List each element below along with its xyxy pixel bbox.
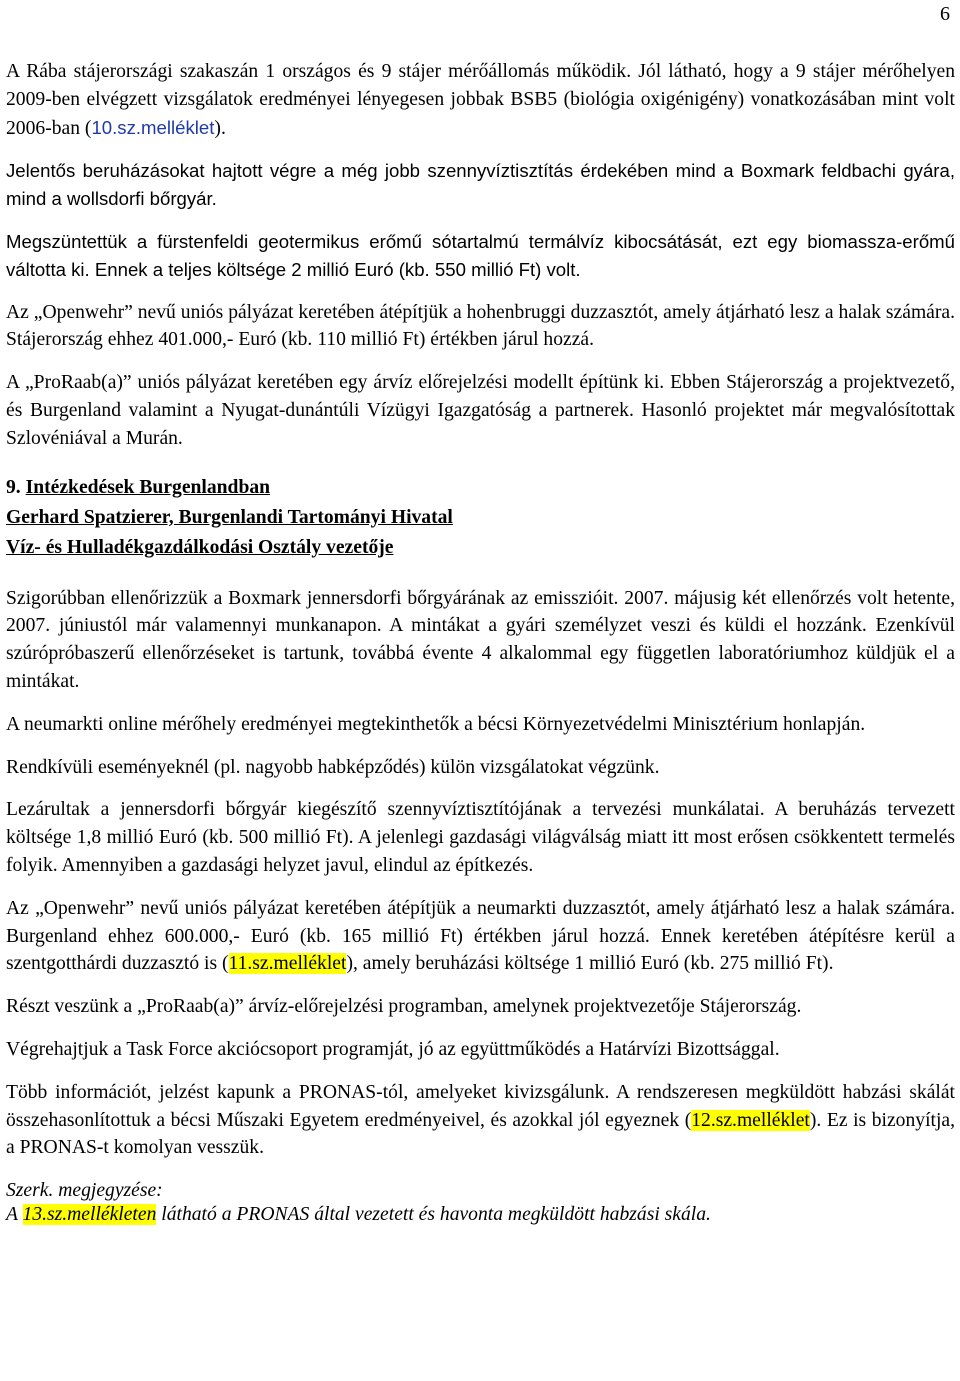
paragraph-investments: Jelentős beruházásokat hajtott végre a még jobb szennyvíztisztítás érdekében mind a Boxmark feldbachi gyára, mind a wollsdorfi bőrgyár.	[6, 160, 955, 210]
paragraph-boxmark-emissions: Szigorúbban ellenőrizzük a Boxmark jennersdorfi bőrgyárának az emisszióit. 2007. májusig két ellenőrzés volt hetente, 2007. júniustól már valamennyi munkanapon. A mintákat a gyári személyzet veszi és küldi el hozzánk. Ezenkívül szúrópróbaszerű ellenőrzéseket is tartunk, továbbá évente 4 alkalommal egy független laboratóriumhoz küldjük el a mintákat.	[6, 587, 955, 692]
paragraph-text: A Rába stájerországi szakaszán 1 országos és 9 stájer mérőállomás működik. Jól látható, hogy a 9 stájer mérőhelyen 2009-ben elvégzett vizsgálatok eredményei lényegesen jobbak BSB5 (biológia oxigénigény) vonatkozásában mint volt 2006-ban (	[6, 61, 955, 139]
paragraph-raba-stations	[6, 58, 955, 142]
paragraph-fuerstenfeld: Megszüntettük a fürstenfeldi geotermikus erőmű sótartalmú termálvíz kibocsátását, ezt egy biomassza-erőmű váltotta ki. Ennek a teljes költsége 2 millió Euró (kb. 550 millió Ft) volt.	[6, 230, 955, 280]
paragraph-openwehr-hohenbrugg: Az „Openwehr” nevű uniós pályázat keretében átépítjük a hohenbruggi duzzasztót, amely átjárható lesz a halak számára. Stájerország ehhez 401.000,- Euró (kb. 110 millió Ft) értékben járul hozzá.	[6, 301, 955, 351]
section-department: Víz- és Hulladékgazdálkodási Osztály vezetője	[6, 536, 394, 558]
section-heading	[6, 473, 955, 563]
paragraph-text: ), amely beruházási költsége 1 millió Euró (kb. 275 millió Ft).	[346, 953, 834, 975]
section-author: Gerhard Spatzierer, Burgenlandi Tartományi Hivatal	[6, 506, 453, 528]
page-number: 6	[940, 3, 950, 25]
paragraph-task-force: Végrehajtjuk a Task Force akciócsoport programját, jó az együttműködés a Határvízi Bizottsággal.	[6, 1038, 780, 1060]
paragraph-neumarkt-online: A neumarkti online mérőhely eredményei megtekinthetők a bécsi Környezetvédelmi Minisztérium honlapján.	[6, 713, 866, 735]
paragraph-proraab: A „ProRaab(a)” uniós pályázat keretében egy árvíz előrejelzési modellt építünk ki. Ebben Stájerország a projektvezető, és Burgenland valamint a Nyugat-dunántúli Vízügyi Igazgatóság a partnerek. Hasonló projektet már megvalósítottak Szlovéniával a Murán.	[6, 372, 955, 449]
paragraph-openwehr-neumarkt	[6, 895, 955, 978]
annex-10-link[interactable]: 10.sz.melléklet	[91, 116, 215, 138]
section-number: 9.	[6, 476, 21, 498]
note-suffix: látható a PRONAS által vezetett és havonta megküldött habzási skála.	[156, 1204, 711, 1226]
editor-note-text	[6, 1202, 955, 1228]
document-body	[6, 58, 955, 1228]
paragraph-extraordinary-events: Rendkívüli eseményeknél (pl. nagyobb habképződés) külön vizsgálatokat végzünk.	[6, 756, 660, 778]
paragraph-pronas	[6, 1079, 955, 1162]
paragraph-proraab-participation: Részt veszünk a „ProRaab(a)” árvíz-előrejelzési programban, amelynek projektvezetője Stájerország.	[6, 996, 802, 1018]
paragraph-jennersdorf-treatment: Lezárultak a jennersdorfi bőrgyár kiegészítő szennyvíztisztítójának a tervezési munkálatai. A beruházás tervezett költsége 1,8 millió Euró (kb. 500 millió Ft). A jelenlegi gazdasági világválság miatt itt most erősen csökkentett termelés folyik. Amennyiben a gazdasági helyzet javul, elindul az építkezés.	[6, 799, 955, 876]
annex-13-link[interactable]: 13.sz.mellékleten	[22, 1204, 157, 1226]
annex-11-link[interactable]: 11.sz.melléklet	[228, 953, 347, 975]
note-prefix: A	[6, 1204, 23, 1226]
paragraph-text: ).	[214, 117, 226, 139]
annex-12-link[interactable]: 12.sz.melléklet	[691, 1109, 810, 1131]
paragraph-text: Az „Openwehr” nevű uniós pályázat keretében átépítjük a neumarkti duzzasztót, amely átjárható lesz a halak számára. Burgenland ehhez 600.000,- Euró (kb. 165 millió Ft) értékben járul hozzá. Ennek keretében átépítésre kerül a szentgotthárdi duzzasztó is (	[6, 897, 955, 975]
paragraph-text: Több információt, jelzést kapunk a PRONAS-tól, amelyeket kivizsgálunk. A rendszeresen megküldött habzási skálát összehasonlítottuk a bécsi Műszaki Egyetem eredményeivel, és azokkal jól egyeznek (	[6, 1081, 955, 1131]
section-title: Intézkedések Burgenlandban	[25, 476, 271, 498]
paragraph-text: ). Ez is bizonyítja, a PRONAS-t komolyan vesszük.	[6, 1109, 955, 1159]
editor-note-label: Szerk. megjegyzése:	[6, 1180, 163, 1202]
